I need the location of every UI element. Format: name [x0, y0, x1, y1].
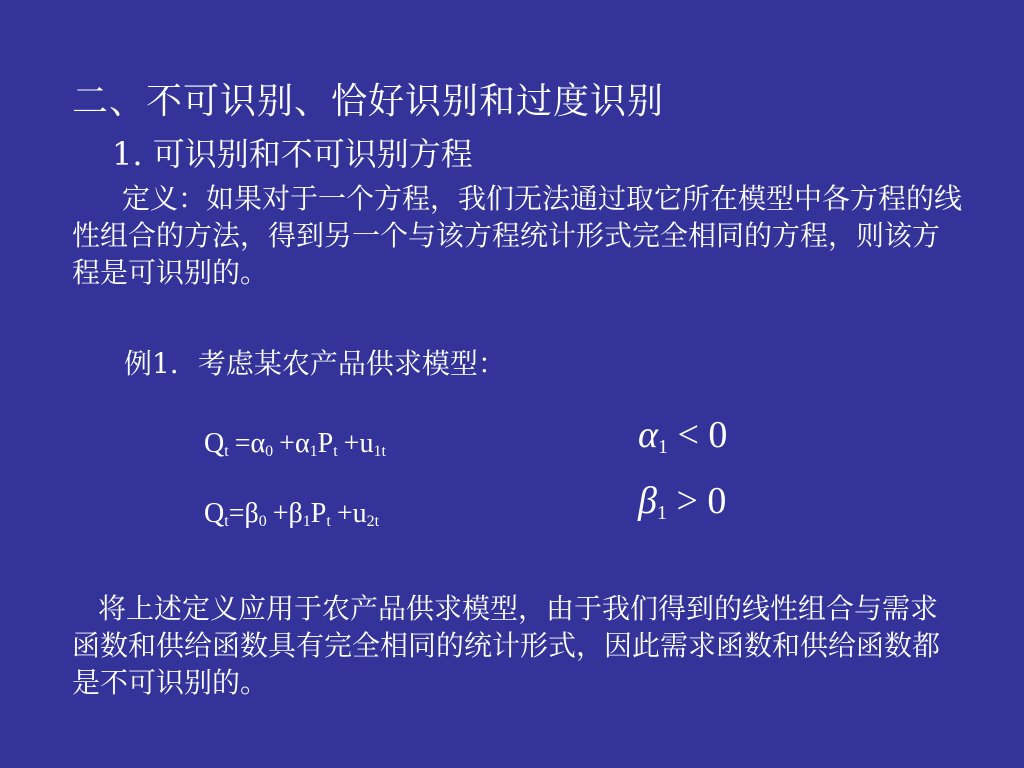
eq1-lhs-sub: t [224, 443, 229, 460]
eq2-plus2: + [336, 498, 353, 529]
cond2-symbol: β [638, 480, 657, 522]
eq2-c1-sub: 1 [302, 513, 311, 530]
supply-equation [204, 494, 379, 542]
cond1-value: 0 [708, 414, 728, 456]
cond1-sub: 1 [657, 436, 668, 458]
cond2-sub: 1 [656, 502, 667, 524]
eq2-plus1: + [272, 498, 289, 529]
demand-slope-condition [638, 412, 727, 470]
eq1-var: P [317, 428, 334, 459]
supply-slope-condition [638, 478, 726, 536]
eq2-lhs-sub: t [224, 513, 229, 530]
eq2-c0-sub: 0 [258, 513, 267, 530]
eq1-c0: α [250, 428, 266, 459]
eq1-var-sub: t [333, 443, 338, 460]
eq2-c1: β [288, 498, 303, 529]
slide-title: 二、不可识别、恰好识别和过度识别 [72, 81, 665, 122]
section-subtitle: 1. 可识别和不可识别方程 [112, 135, 473, 173]
eq2-equals: = [228, 498, 245, 529]
cond1-op: < [677, 414, 699, 456]
eq1-err-sub: 1t [373, 443, 386, 460]
eq2-var: P [310, 498, 327, 529]
eq2-lhs: Q [204, 498, 225, 529]
eq1-plus2: + [343, 428, 360, 459]
conclusion-paragraph: 将上述定义应用于农产品供求模型，由于我们得到的线性组合与需求函数和供给函数具有完全相同的统计形式，因此需求函数和供给函数都是不可识别的。 [72, 592, 941, 699]
eq2-err: u [352, 498, 367, 529]
eq1-equals: = [234, 428, 251, 459]
eq1-c1: α [294, 428, 310, 459]
eq2-var-sub: t [326, 513, 331, 530]
example-label: 例1．考虑某农产品供求模型： [124, 347, 506, 380]
eq1-lhs: Q [204, 428, 225, 459]
eq1-plus1: + [279, 428, 295, 459]
cond2-op: > [676, 480, 698, 522]
eq2-err-sub: 2t [366, 513, 380, 530]
cond2-value: 0 [707, 480, 727, 522]
eq2-c0: β [244, 498, 259, 529]
eq1-err: u [359, 428, 374, 459]
definition-paragraph: 定义：如果对于一个方程，我们无法通过取它所在模型中各方程的线性组合的方法，得到另一个与该方程统计形式完全相同的方程，则该方程是可识别的。 [72, 182, 963, 289]
eq1-c1-sub: 1 [309, 443, 318, 460]
cond1-symbol: α [638, 414, 658, 456]
eq1-c0-sub: 0 [265, 443, 274, 460]
demand-equation [204, 424, 386, 472]
